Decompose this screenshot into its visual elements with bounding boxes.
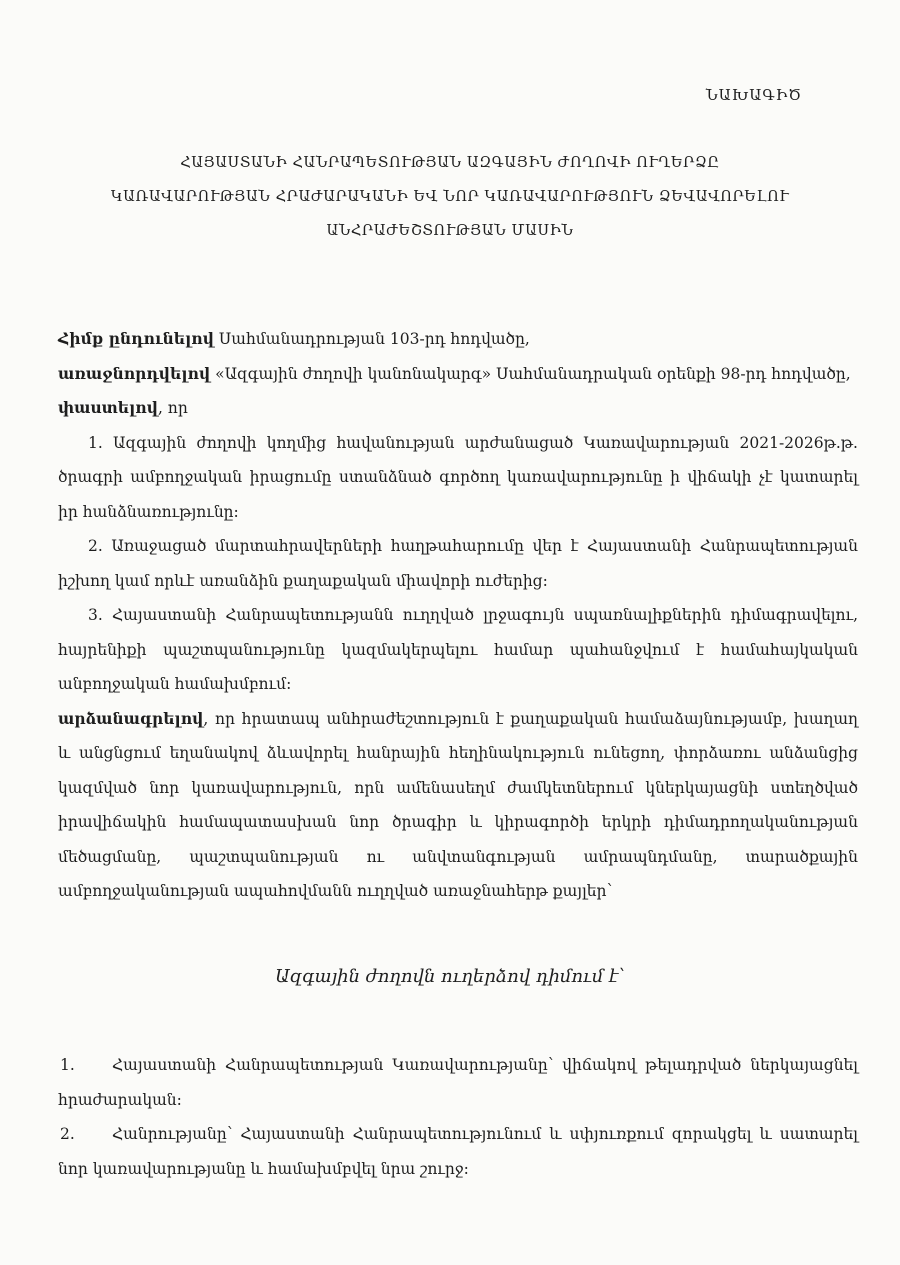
basis-keyword: Հիմք ընդունելով [58, 329, 214, 348]
basis-line [58, 357, 858, 392]
draft-label: ՆԱԽԱԳԻԾ [705, 86, 802, 104]
basis-keyword: առաջնորդվելով [58, 363, 211, 383]
fact-paragraph: 2. Առաջացած մարտահրավերների հաղթահարումը վեր է Հայաստանի Հանրապետության իշխող կամ որևէ առանձին քաղաքական միավորի ուժերից։ [58, 537, 858, 590]
conclusion-paragraph [58, 702, 858, 909]
preamble [58, 322, 858, 909]
demand-item [58, 1048, 858, 1117]
basis-text: Սահմանադրության 103-րդ հոդվածը, [213, 330, 530, 348]
conclusion-keyword: արձանագրելով [58, 708, 204, 728]
title-line: ԱՆՀՐԱԺԵՇՏՈՒԹՅԱՆ ՄԱՍԻՆ [326, 223, 574, 239]
conclusion-text: , որ հրատապ անհրաժեշտություն է քաղաքական համաձայնությամբ, խաղաղ և անցնցում եղանակով ձևավորել հանրային հեղինակություն ունեցող, փորձառու անձանցից կազմված նոր կառավարություն, որն ամենասեղմ ժամկետներում կներկայացնի ստեղծված իրավիճակին համապատասխան նոր ծրագիր և կիրագործի երկրի դիմադրողականության մեծացմանը, պաշտպանության ու անվտանգության ամրապնդմանը, տարածքային ամբողջականության ապահովմանն ուղղված առաջնահերթ քայլեր՝ [58, 709, 858, 900]
demand-text: Հայաստանի Հանրապետության Կառավարությանը՝ վիճակով թելադրված ներկայացնել հրաժարական։ [58, 1056, 858, 1109]
demands-list [58, 1048, 858, 1186]
demand-text: Հանրությանը՝ Հայաստանի Հանրապետությունում և սփյուռքում զորակցել և սատարել նոր կառավարությանը և համախմբվել նրա շուրջ։ [58, 1125, 858, 1178]
fact-paragraph: 3. Հայաստանի Հանրապետությանն ուղղված լրջագույն սպառնալիքներին դիմագրավելու, հայրենիքի պաշտպանությունը կազմակերպելու համար պահանջվում է համահայկական անբողջական համախմբում։ [58, 606, 858, 693]
basis-text: , որ [157, 399, 188, 417]
demand-number: 1. [60, 1056, 75, 1074]
demand-number: 2. [60, 1125, 75, 1143]
fact-paragraph: 1. Ազգային ժողովի կողմից հավանության արժանացած Կառավարության 2021-2026թ.թ. ծրագրի ամբողջական իրացումը ստանձնած գործող կառավարությունը ի վիճակի չէ կատարել իր հանձնառությունը։ [58, 433, 858, 521]
basis-line [58, 391, 858, 426]
title-line: ՀԱՅԱՍՏԱՆԻ ՀԱՆՐԱՊԵՏՈՒԹՅԱՆ ԱԶԳԱՅԻՆ ԺՈՂՈՎԻ ՈՒՂԵՐՁԸ [180, 155, 720, 171]
appeal-heading: Ազգային ժողովն ուղերձով դիմում է՝ [275, 966, 625, 987]
demand-item [58, 1117, 858, 1186]
basis-keyword: փաստելով [58, 398, 158, 417]
title-line: ԿԱՌԱՎԱՐՈՒԹՅԱՆ ՀՐԱԺԱՐԱԿԱՆԻ ԵՎ ՆՈՐ ԿԱՌԱՎԱՐՈՒԹՅՈՒՆ ՁԵՎԱՎՈՐԵԼՈՒ [110, 189, 790, 205]
basis-line [58, 322, 858, 357]
document-title [60, 146, 840, 248]
basis-text: «Ազգային ժողովի կանոնակարգ» Սահմանադրական օրենքի 98-րդ հոդվածը, [210, 364, 851, 383]
